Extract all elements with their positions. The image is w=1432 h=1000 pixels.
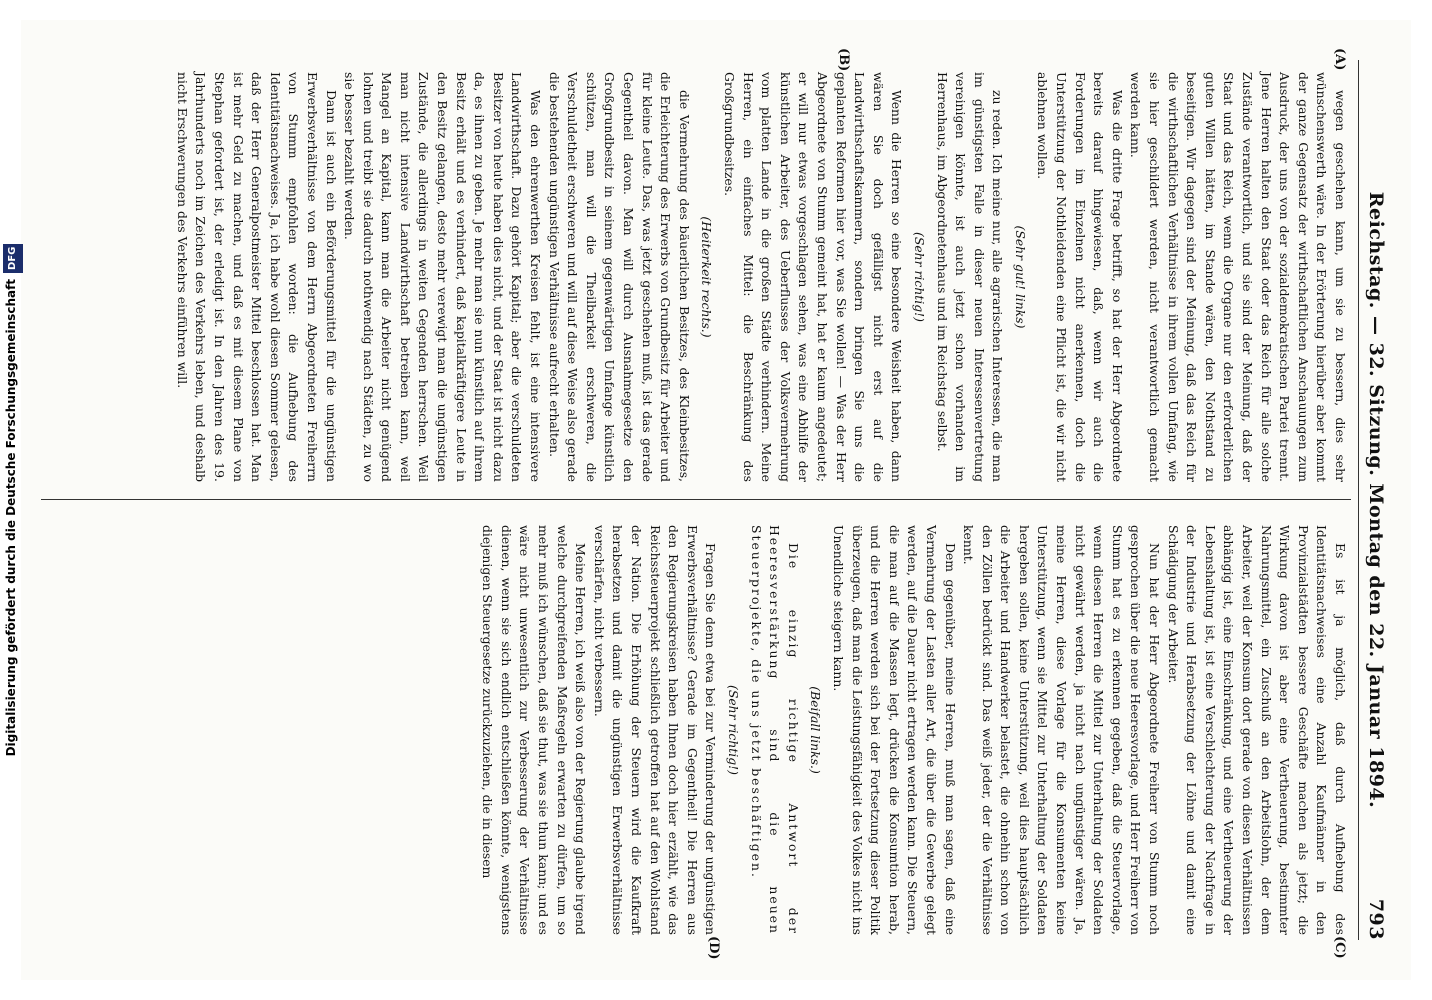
right-text-column bbox=[478, 525, 1349, 935]
paragraph: Was den ehrenwerthen Kreisen fehlt, ist eine intensivere Landwirthschaft. Dazu gehört Kapital; aber die verschuldeten Besitzer von heute haben dies nicht, und der Staat ist nicht dazu da, es ihnen zu geben. Je mehr man sie nun künstlich auf ihrem Besitz erhält und es verhindert, daß kapitalkräftigere Leute in den Besitz gelangen, desto mehr verewigt man die ungünstigen Zustände, die allerdings in weiten Gegenden herrschen. Weil man nicht intensive Landwirthschaft betreiben kann, weil Mangel an Kapital, kann man die Arbeiter nicht genügend lohnen und treibt sie dadurch nothwendig nach Städten, zu wo sie besser bezahlt werden. bbox=[342, 72, 544, 482]
margin-marker-a: (A) bbox=[1332, 48, 1347, 71]
interjection: (Sehr richtig!) bbox=[726, 685, 741, 775]
page-number: 793 bbox=[1365, 898, 1387, 940]
column-divider bbox=[41, 499, 1351, 500]
paragraph: Dann ist auch ein Beförderungsmittel für die ungünstigen Erwerbsverhältnisse von dem Herrn Abgeordneten Freiherrn von Stumm empfohlen worden: die Aufhebung des Identitätsnachweises. Ja, ich habe wohl diesen Sommer gelesen, daß der Herr Generalpostmeister Mittel beschlossen hat. Man ist mehr Geld zu machen, und daß es mit diesem Plane von Stephan gefordert ist, der erledigt ist. In den Jahren des 19. Jahrhunderts noch im Zeichen des Verkehrs leben, und deshalb nicht Erschwerungen des Verkehrs einführen will. bbox=[174, 72, 339, 482]
footer-text: Digitalisierung gefördert durch die Deutsche Forschungsgemeinschaft bbox=[4, 278, 18, 757]
paragraph: wegen geschehen kann, um sie zu bessern, dies sehr wünschenswerth wäre. In der Erörterung hierüber aber kommt der ganze Gegensatz der wirthschaftlichen Anschauungen zum Ausdruck, der uns von der sozialdemokratischen Partei trennt. Jene Herren halten den Staat oder das Reich für alle solche Zustände verantwortlich, und sie sind der Meinung, daß der Staat und das Reich, wenn die Organe nur den erforderlichen guten Willen hätten, im Stande wären, den Nothstand zu beseitigen. Wir dagegen sind der Meinung, daß das Reich für die wirthschaftlichen Verhältnisse in ihrem vollen Umfang, wie sie hier geschildert werden, nicht verantwortlich gemacht werden kann. bbox=[1128, 72, 1348, 482]
newspaper-page bbox=[21, 20, 1411, 980]
paragraph: Nun hat der Herr Abgeordnete Freiherr von Stumm noch gesprochen über die neue Heeresvorlage, und Herr Freiherr von Stumm hat es zu erkennen gegeben, daß die Steuervorlage, wenn diesen Herren die Mittel zur Unterhaltung der Soldaten nicht gewährt werden, ja nicht nach ungünstiger wären. Ja, meine Herren, diese Vorlage für die Konsumenten keine Unterstützung, wenn sie Mittel zur Unterhaltung der Soldaten hergeben sollen, keine Unterstützung, weil dies hauptsächlich die Arbeiter und Handwerker belastet, die ohnehin schon von den Zöllen bedrückt sind. Das weiß jeder, der die Verhältnisse kennt. bbox=[961, 525, 1163, 935]
dfg-logo: DFG bbox=[3, 244, 23, 273]
interjection: (Sehr gut! links) bbox=[1012, 225, 1028, 329]
funding-footer bbox=[1, 0, 21, 1000]
page-header bbox=[1358, 60, 1389, 940]
margin-marker-c: (C) bbox=[1332, 936, 1347, 959]
spaced-paragraph: Die einzig richtige Antwort der Heeresverstärkung sind die neuen Steuerprojekte, die uns jetzt beschäftigen. bbox=[748, 525, 801, 935]
margin-marker-b: (B) bbox=[836, 48, 851, 72]
paragraph: Meine Herren, ich weiß also von der Regierung glaube irgend welche durchgreifenden Maßregeln erwarten zu dürfen, um so mehr muß ich wünschen, daß sie thut, was sie thun kann; und es wäre nicht unwesentlich zur Verbesserung der Verhältnisse dienen, wenn sie sich endlich entschließen könnte, wenigstens diejenigen Steuergesetze zurückzuziehen, die in diesem bbox=[480, 525, 589, 935]
paragraph: Dem gegenüber, meine Herren, muß man sagen, daß eine Vermehrung der Lasten aller Art, die über die Gewerbe gelegt werden, auf die Dauer nicht ertragen werden kann. Die Steuern, die man auf die Massen legt, drücken die Konsumtion herab, und die Herren werden sich bei der Fortsetzung dieser Politik überzeugen, daß man die Leistungsfähigkeit des Volkes nicht ins Unendliche steigern kann. bbox=[830, 525, 958, 935]
paragraph: Es ist ja möglich, daß durch Aufhebung des Identitätsnachweises eine Anzahl Kaufmänner in den Provinzialstädten bessere Geschäfte machen als jetzt; die Wirkung davon ist aber eine Vertheuerung, bestimmter Nahrungsmittel, ein Zuschuß an den Arbeitslohn, der dem Arbeiter, weil der Konsum dort gerade von diesen Verhältnissen abhängig ist, eine Einschränkung, und eine Vertheuerung der Lebenshaltung ist, ist eine Verschlechterung der Nachfrage in der Industrie und Herabsetzung der Löhne und damit eine Schädigung der Arbeiter. bbox=[1165, 525, 1348, 935]
page-title: Reichstag. — 32. Sitzung. Montag den 22. Januar 1894. bbox=[1365, 191, 1387, 809]
paragraph: Was die dritte Frage betrifft, so hat der Herr Abgeordnete bereits darauf hingewiesen, daß, wenn wir auch die Forderungen im Einzelnen nicht anerkennen, doch die Unterstützung der Nothleidenden eine Pflicht ist, die wir nicht ablehnen wollen. bbox=[1035, 72, 1125, 482]
paragraph: zu reden. Ich meine nur, alle agrarischen Interessen, die man im günstigsten Falle in dieser neuen Interessenvertretung vereinigen könnte, ist auch jetzt schon vorhanden im Herrenhaus, im Abgeordnetenhaus und im Reichstag selbst. bbox=[934, 72, 1006, 482]
interjection: (Beifall links.) bbox=[808, 686, 824, 774]
paragraph: Wenn die Herren so eine besondere Weisheit haben, dann wären Sie doch gefälligst nicht erst auf die Landwirthschaftskammern, sondern bringen Sie uns die geplanten Reformen hier vor, was Sie wollen! — Was der Herr Abgeordnete von Stumm gemeint hat, hat er kaum angedeutet; er will nur etwas vorgeschlagen sehen, was eine Abhilfe der künstlichen Arbeiter, des Ueberflusses der Volksvermehrung vom platten Lande in die großen Städte verhindern. Meine Herren, ein einfaches Mittel: die Beschränkung des Großgrundbesitzes. bbox=[722, 72, 905, 482]
interjection: (Heiterkeit rechts.) bbox=[699, 216, 715, 338]
left-text-column bbox=[172, 72, 1349, 482]
margin-marker-d: (D) bbox=[706, 936, 721, 960]
interjection: (Sehr richtig!) bbox=[911, 232, 927, 322]
paragraph: die Vermehrung des bäuerlichen Besitzes, des Kleinbesitzes, die Erleichterung des Erwerbs von Grundbesitz für Arbeiter und für kleine Leute. Das, was jetzt geschehen muß, ist das gerade Gegentheil davon. Man will durch Ausnahmegesetze den Großgrundbesitz in seinem gegenwärtigen Umfange künstlich schützen, man will die Theilbarkeit erschweren, die Verschuldetheit erschweren und will auf diese Weise also gerade die bestehenden ungünstigen Verhältnisse aufrecht erhalten. bbox=[546, 72, 692, 482]
paragraph: Fragen Sie denn etwa bei zur Verminderung der ungünstigen Erwerbsverhältnisse? Gerade im Gegentheil! Die Herren aus den Regierungskreisen haben Ihnen doch hier erzählt, wie das Reichssteuerprojekt schließlich getroffen hat auf den Wohlstand der Nation. Die Erhöhung der Steuern wird die Kaufkraft herabsetzen und damit die ungünstigen Erwerbsverhältnisse verschärfen, nicht verbessern. bbox=[591, 525, 719, 935]
